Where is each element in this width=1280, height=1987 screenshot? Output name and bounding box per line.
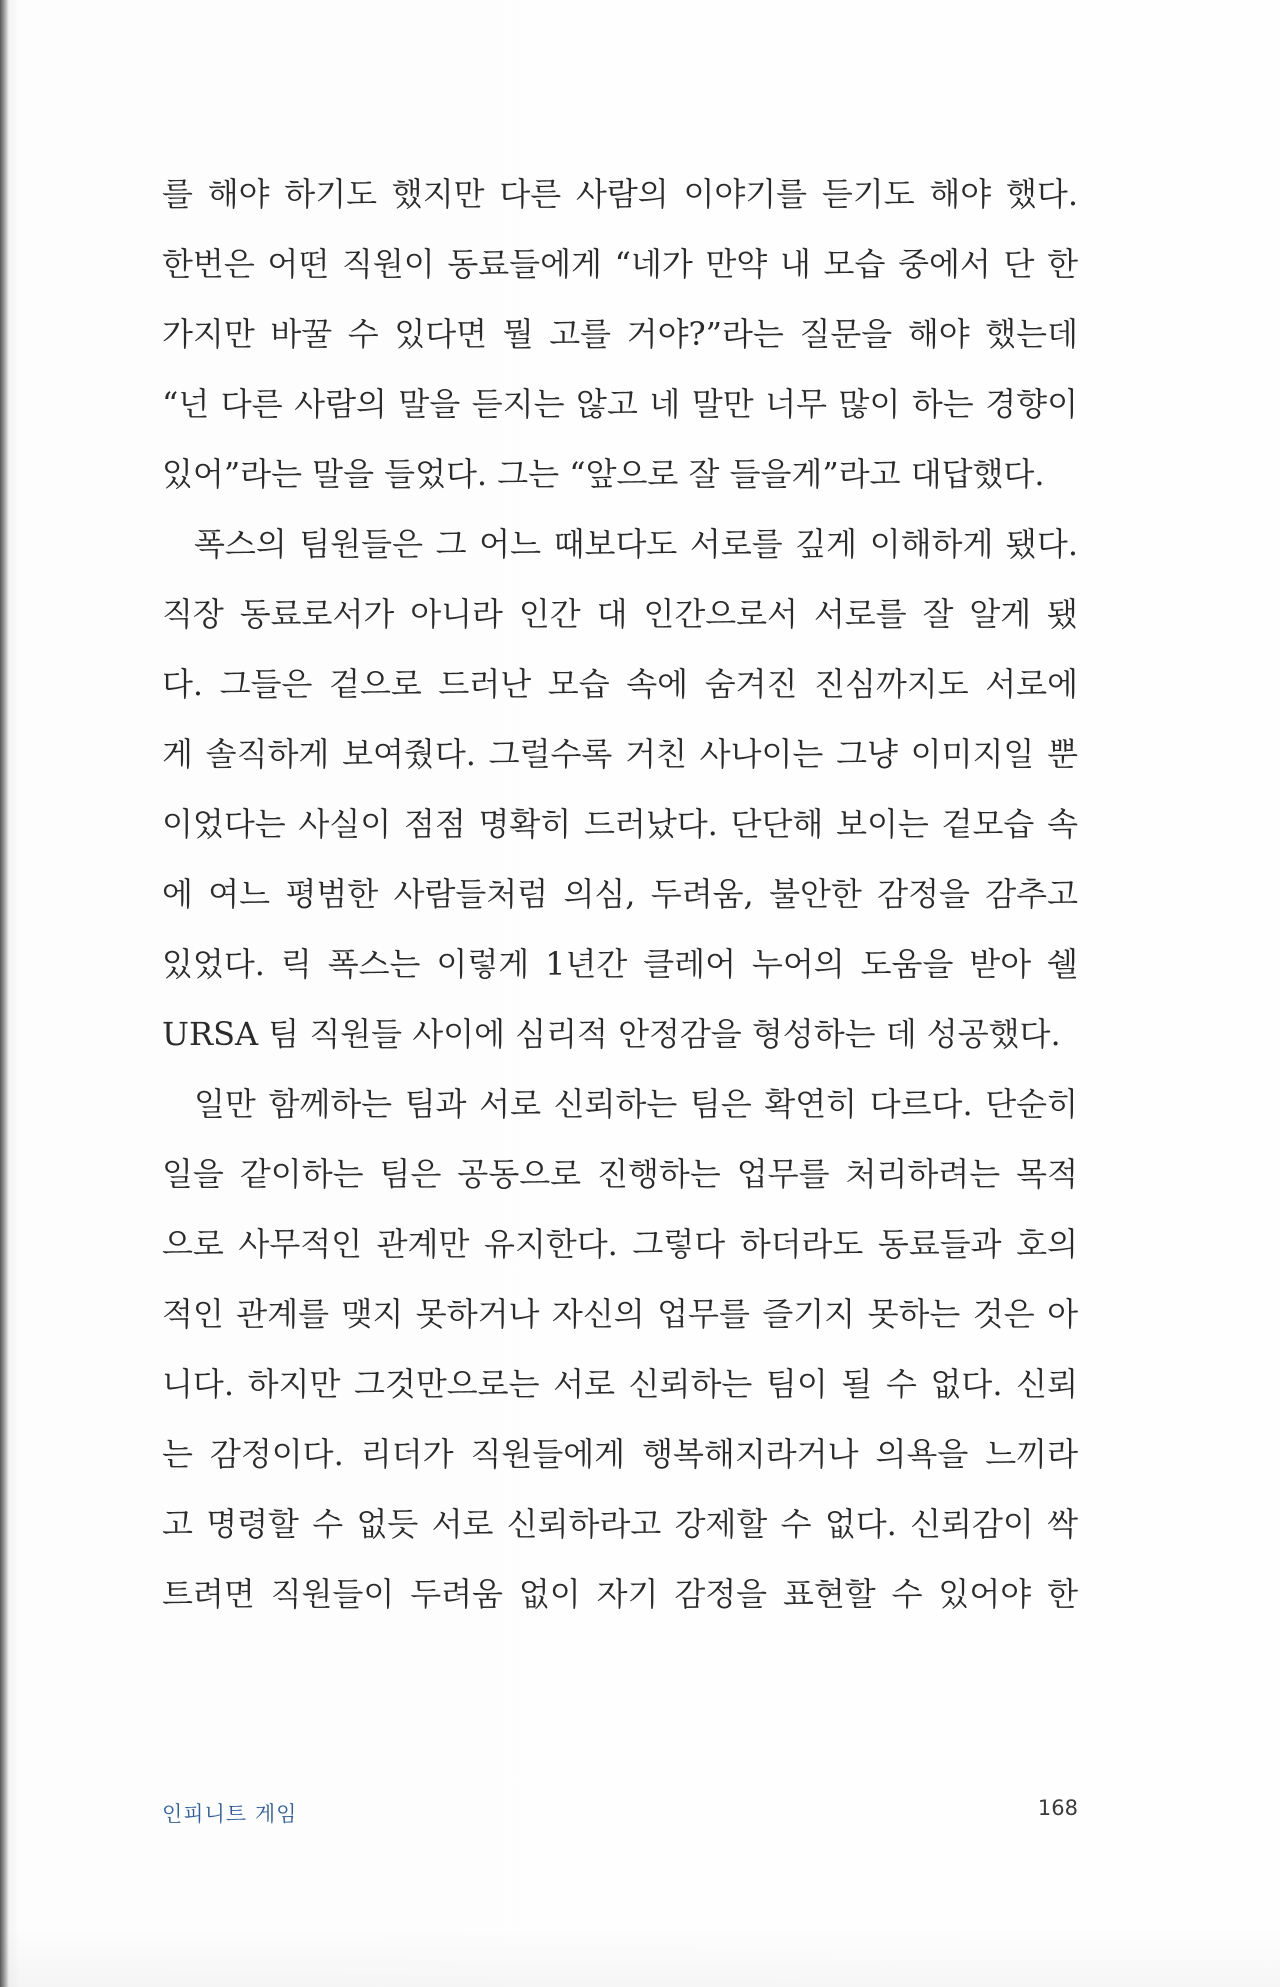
text-line: 직장 동료로서가 아니라 인간 대 인간으로서 서로를 잘 알게 됐 (162, 595, 1078, 633)
text-line: 일을 같이하는 팀은 공동으로 진행하는 업무를 처리하려는 목적 (162, 1155, 1078, 1193)
text-line: 에 여느 평범한 사람들처럼 의심, 두려움, 불안한 감정을 감추고 (162, 875, 1078, 913)
text-line: 적인 관계를 맺지 못하거나 자신의 업무를 즐기지 못하는 것은 아 (162, 1295, 1078, 1333)
text-line: 있었다. 릭 폭스는 이렇게 1년간 클레어 누어의 도움을 받아 쉘 (162, 945, 1078, 983)
book-title: 인피니트 게임 (162, 1802, 298, 1826)
text-line: 으로 사무적인 관계만 유지한다. 그렇다 하더라도 동료들과 호의 (162, 1225, 1078, 1263)
page-number: 168 (1037, 1796, 1078, 1820)
text-line: 다. 그들은 겉으로 드러난 모습 속에 숨겨진 진심까지도 서로에 (162, 665, 1078, 703)
text-line: 일만 함께하는 팀과 서로 신뢰하는 팀은 확연히 다르다. 단순히 (194, 1085, 1078, 1123)
text-line: 를 해야 하기도 했지만 다른 사람의 이야기를 듣기도 해야 했다. (162, 175, 1078, 213)
body-text (162, 168, 1078, 1638)
text-line: “넌 다른 사람의 말을 듣지는 않고 네 말만 너무 많이 하는 경향이 (162, 385, 1078, 423)
text-line: 니다. 하지만 그것만으로는 서로 신뢰하는 팀이 될 수 없다. 신뢰 (162, 1365, 1078, 1403)
text-line: 폭스의 팀원들은 그 어느 때보다도 서로를 깊게 이해하게 됐다. (194, 525, 1078, 563)
text-line: 가지만 바꿀 수 있다면 뭘 고를 거야?”라는 질문을 해야 했는데 (162, 315, 1078, 353)
text-line: 는 감정이다. 리더가 직원들에게 행복해지라거나 의욕을 느끼라 (162, 1435, 1078, 1473)
text-line: 한번은 어떤 직원이 동료들에게 “네가 만약 내 모습 중에서 단 한 (162, 245, 1078, 283)
text-line: 트려면 직원들이 두려움 없이 자기 감정을 표현할 수 있어야 한 (162, 1575, 1078, 1613)
text-line: 있어”라는 말을 들었다. 그는 “앞으로 잘 들을게”라고 대답했다. (162, 455, 1045, 493)
text-line: URSA 팀 직원들 사이에 심리적 안정감을 형성하는 데 성공했다. (162, 1015, 1061, 1053)
text-line: 고 명령할 수 없듯 서로 신뢰하라고 강제할 수 없다. 신뢰감이 싹 (162, 1505, 1078, 1543)
page-shadow (0, 1927, 1280, 1987)
text-line: 게 솔직하게 보여줬다. 그럴수록 거친 사나이는 그냥 이미지일 뿐 (162, 735, 1078, 773)
text-line: 이었다는 사실이 점점 명확히 드러났다. 단단해 보이는 겉모습 속 (162, 805, 1078, 843)
page-footer (162, 1792, 1078, 1832)
